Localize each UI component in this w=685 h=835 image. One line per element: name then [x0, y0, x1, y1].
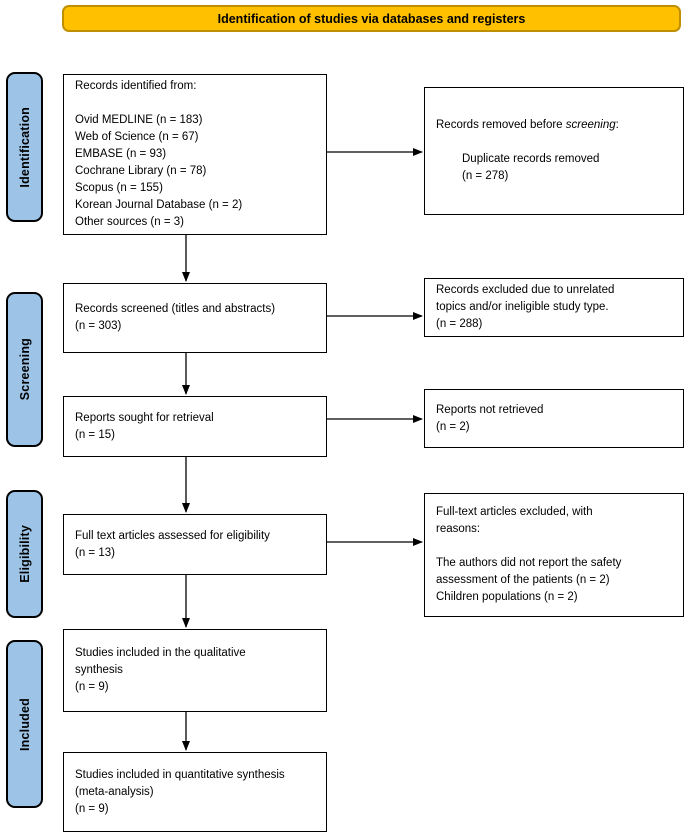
text-line: Scopus (n = 155) — [75, 182, 163, 194]
quantitative-included-box — [63, 752, 327, 832]
reports-sought-text — [75, 410, 321, 444]
qualitative-included-text — [75, 645, 321, 696]
text-line: (n = 13) — [75, 546, 115, 559]
records-removed-title-italic: screening — [565, 119, 616, 131]
text-line: Reports sought for retrieval — [75, 411, 214, 424]
text-line: (meta-analysis) — [75, 785, 154, 798]
records-removed-box — [424, 87, 684, 215]
stage-eligibility-label: Eligibility — [17, 525, 32, 583]
text-line: The authors did not report the safety — [436, 557, 622, 569]
text-line: Studies included in quantitative synthesis — [75, 768, 285, 781]
records-screened-text — [75, 301, 321, 335]
reports-not-retrieved-box — [424, 389, 684, 448]
text-line: (n = 278) — [462, 170, 509, 182]
text-line: (n = 2) — [436, 420, 470, 433]
text-line: Ovid MEDLINE (n = 183) — [75, 114, 203, 126]
reports-sought-box — [63, 396, 327, 457]
text-line: Records identified from: — [75, 80, 197, 92]
text-line: assessment of the patients (n = 2) — [436, 574, 610, 586]
banner-title: Identification of studies via databases and registers — [217, 11, 526, 26]
text-line: Duplicate records removed — [462, 153, 600, 165]
records-identified-text — [75, 78, 321, 231]
text-line: (n = 9) — [75, 681, 109, 693]
reports-not-retrieved-text — [436, 402, 678, 436]
records-screened-box — [63, 283, 327, 353]
records-excluded-box — [424, 278, 684, 337]
text-line: Reports not retrieved — [436, 403, 544, 416]
stage-included-label: Included — [17, 697, 32, 751]
text-line: Web of Science (n = 67) — [75, 131, 199, 143]
text-line: Other sources (n = 3) — [75, 216, 184, 228]
stage-identification-label: Identification — [17, 106, 32, 188]
text-line: (n = 9) — [75, 802, 109, 815]
fulltext-assessed-box — [63, 514, 327, 575]
text-line — [436, 538, 678, 555]
banner-identification-via-databases — [62, 5, 681, 32]
text-line — [75, 95, 321, 112]
records-excluded-text — [436, 282, 678, 333]
records-removed-title-suffix: : — [615, 119, 619, 131]
records-identified-box — [63, 74, 327, 235]
text-line: Records excluded due to unrelated — [436, 284, 615, 296]
quantitative-included-text — [75, 767, 321, 818]
text-line: Cochrane Library (n = 78) — [75, 165, 207, 177]
text-line: topics and/or ineligible study type. — [436, 301, 609, 313]
fulltext-assessed-text — [75, 528, 321, 562]
records-removed-detail — [462, 151, 678, 185]
text-line: (n = 15) — [75, 428, 115, 441]
records-removed-title-prefix: Records removed before — [436, 119, 566, 131]
stage-included — [6, 640, 43, 808]
stage-screening — [6, 292, 43, 447]
text-line: Full-text articles excluded, with — [436, 506, 593, 518]
text-line: Full text articles assessed for eligibility — [75, 529, 270, 542]
text-line: synthesis — [75, 664, 123, 676]
text-line: Children populations (n = 2) — [436, 591, 578, 603]
records-removed-title — [436, 117, 678, 134]
text-line: Studies included in the qualitative — [75, 647, 246, 659]
stage-eligibility — [6, 490, 43, 618]
text-line: (n = 288) — [436, 318, 483, 330]
qualitative-included-box — [63, 629, 327, 712]
fulltext-excluded-box — [424, 493, 684, 617]
stage-screening-label: Screening — [17, 338, 32, 401]
text-line: Korean Journal Database (n = 2) — [75, 199, 243, 211]
fulltext-excluded-text — [436, 504, 678, 606]
text-line: reasons: — [436, 523, 481, 535]
text-line: Records screened (titles and abstracts) — [75, 303, 276, 315]
text-line: EMBASE (n = 93) — [75, 148, 167, 160]
stage-identification — [6, 72, 43, 222]
text-line: (n = 303) — [75, 320, 122, 332]
